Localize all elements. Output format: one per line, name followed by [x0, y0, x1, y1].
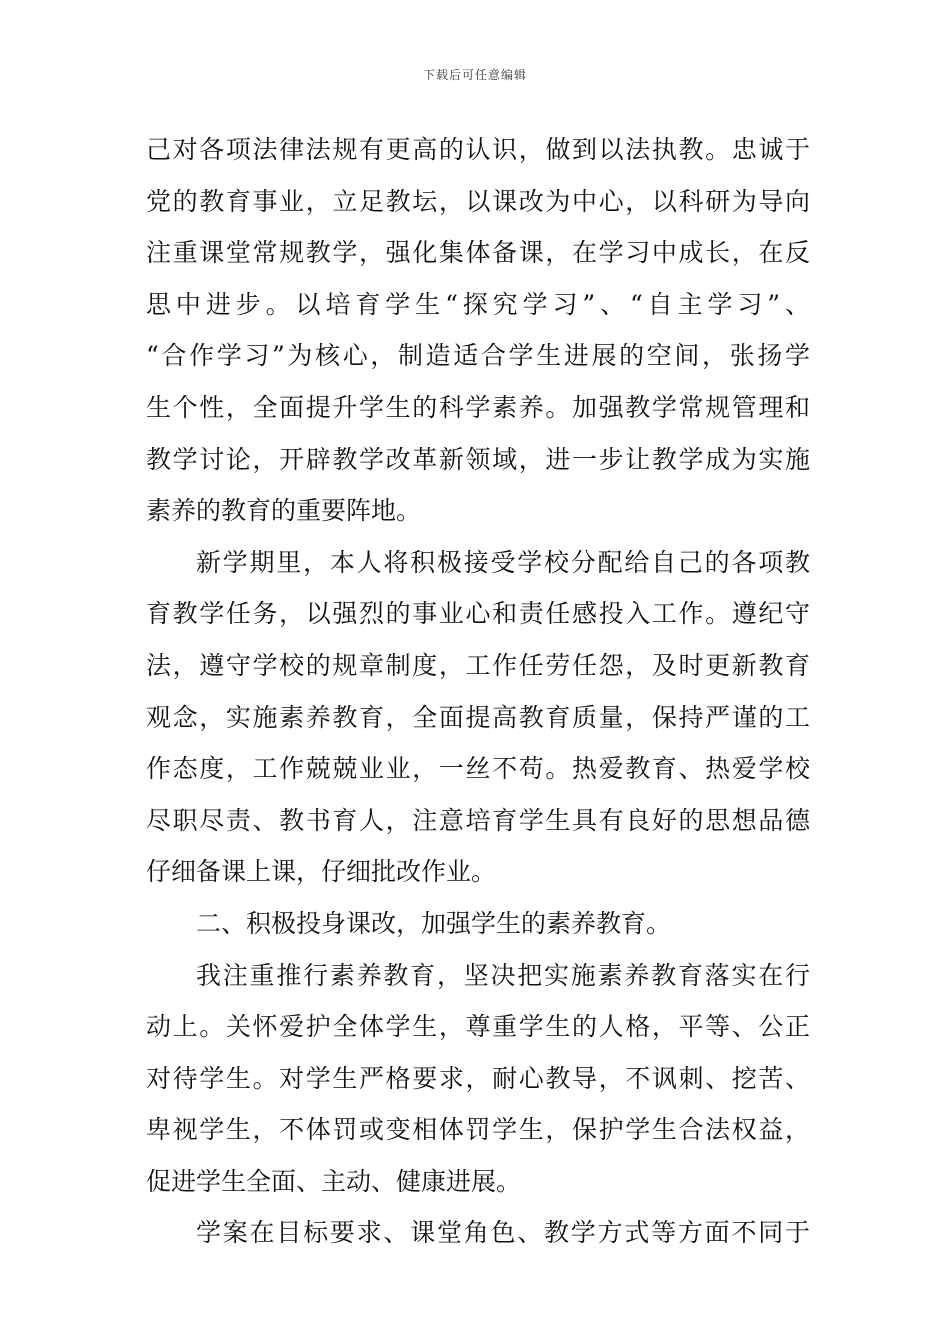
text-line: 二、积极投身课改，加强学生的素养教育。: [196, 908, 672, 938]
section-heading: [146, 898, 810, 950]
text-line: 我注重推行素养教育，坚决把实施素养教育落实在行: [196, 960, 810, 990]
text-line: “合作学习”为核心，制造适合学生进展的空间，张扬学: [146, 341, 810, 371]
text-line: 动上。关怀爱护全体学生，尊重学生的人格，平等、公正: [146, 1012, 810, 1042]
paragraph: [146, 537, 810, 898]
paragraph: [146, 950, 810, 1208]
text-line: 尽职尽责、教书育人，注意培育学生具有良好的思想品德: [146, 805, 810, 835]
text-line: 卑视学生，不体罚或变相体罚学生，保护学生合法权益，: [146, 1115, 810, 1145]
text-line: 己对各项法律法规有更高的认识，做到以法执教。忠诚于: [146, 135, 810, 164]
text-line: 生个性，全面提升学生的科学素养。加强教学常规管理和: [146, 392, 810, 422]
paragraph: [146, 1207, 810, 1259]
text-line: 思中进步。以培育学生“探究学习”、“自主学习”、: [146, 289, 810, 319]
text-line: 学案在目标要求、课堂角色、教学方式等方面不同于: [196, 1218, 810, 1248]
text-line: 新学期里，本人将积极接受学校分配给自己的各项教: [196, 547, 810, 577]
text-line: 促进学生全面、主动、健康进展。: [146, 1166, 522, 1196]
text-line: 教学讨论，开辟教学改革新领域，进一步让教学成为实施: [146, 444, 810, 474]
paragraph: [146, 124, 810, 537]
text-line: 法，遵守学校的规章制度，工作任劳任怨，及时更新教育: [146, 650, 810, 680]
text-line: 党的教育事业，立足教坛，以课改为中心，以科研为导向: [146, 186, 810, 216]
text-line: 仔细备课上课，仔细批改作业。: [146, 857, 497, 887]
text-line: 观念，实施素养教育，全面提高教育质量，保持严谨的工: [146, 702, 810, 732]
page-header: 下载后可任意编辑: [422, 68, 527, 82]
text-line: 素养的教育的重要阵地。: [146, 496, 422, 526]
text-line: 作态度，工作兢兢业业，一丝不苟。热爱教育、热爱学校: [146, 754, 810, 784]
document-body: [146, 124, 810, 1259]
text-line: 注重课堂常规教学，强化集体备课，在学习中成长，在反: [146, 238, 810, 268]
text-line: 育教学任务，以强烈的事业心和责任感投入工作。遵纪守: [146, 599, 810, 629]
text-line: 对待学生。对学生严格要求，耐心教导，不讽刺、挖苦、: [146, 1063, 810, 1093]
